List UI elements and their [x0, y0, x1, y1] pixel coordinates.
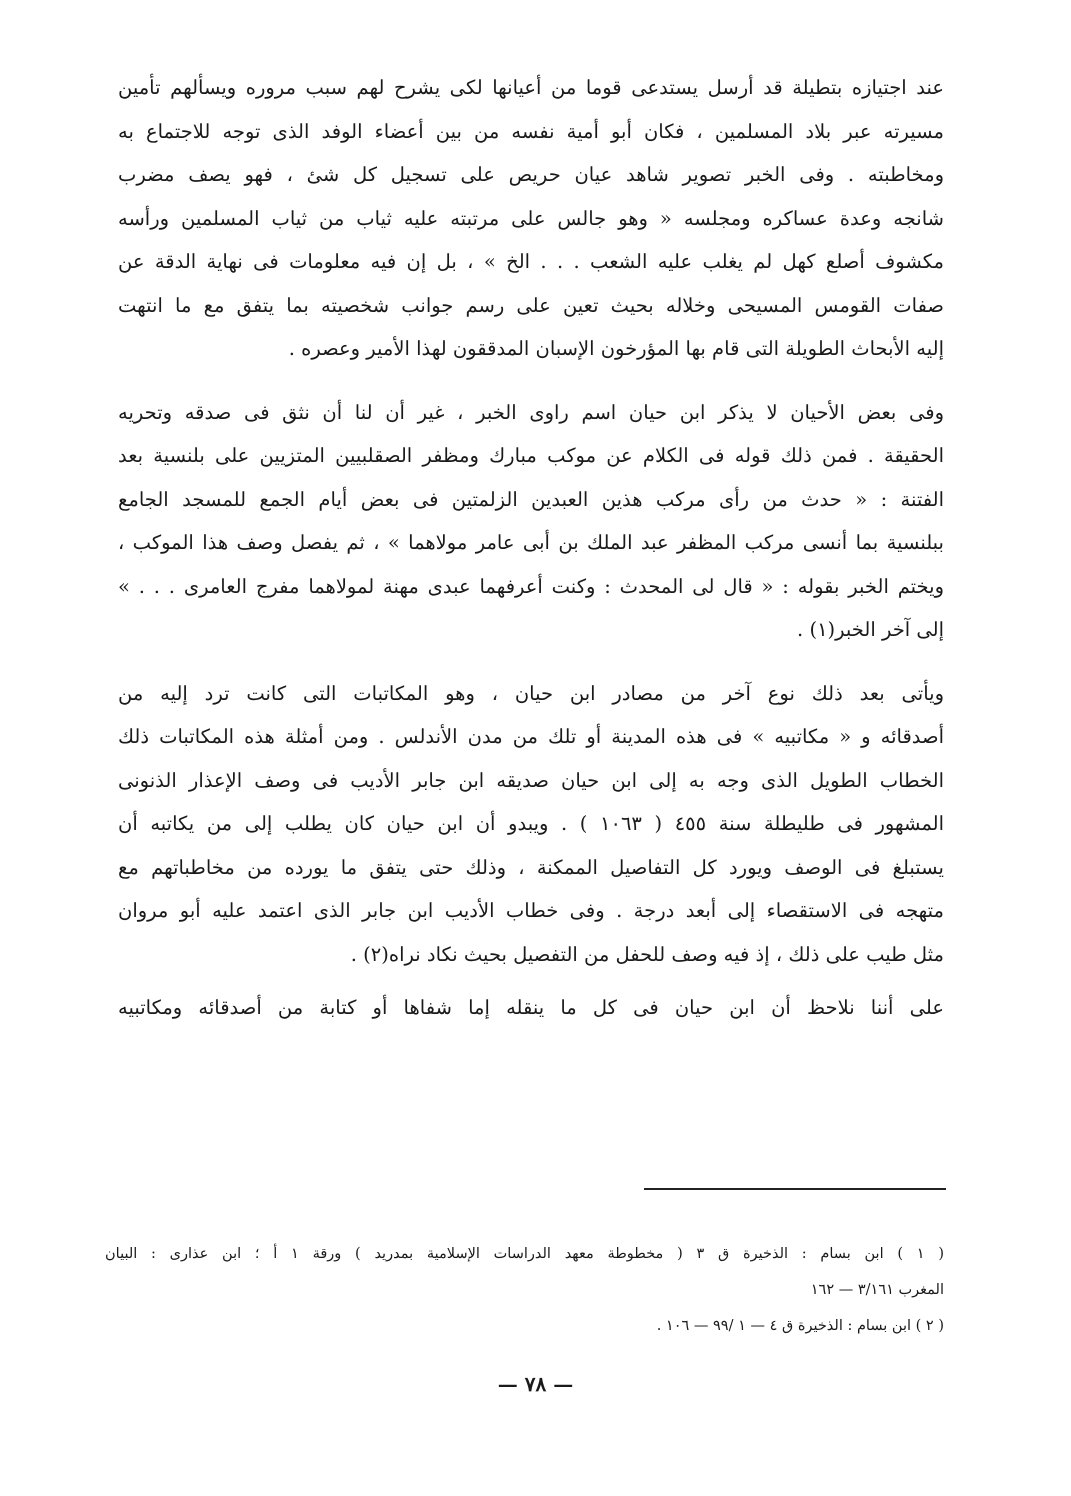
paragraph-gap — [118, 652, 944, 672]
text-line: الخطاب الطويل الذى وجه به إلى ابن حيان صديقه ابن جابر الأديب فى وصف الإعذار الذنونى — [118, 768, 944, 792]
footnote-1: ( ١ ) ابن بسام : الذخيرة ق ٣ ( مخطوطة معهد الدراسات الإسلامية بمدريد ) ورقة ١ أ ؛ ابن عذارى : البيان — [105, 1246, 944, 1262]
paragraph-2 — [118, 391, 944, 652]
text-line: ببلنسية بما أنسى مركب المظفر عبد الملك بن أبى عامر مولاهما » ، ثم يفصل وصف هذا الموكب ، — [118, 531, 944, 554]
text-line: وفى بعض الأحيان لا يذكر ابن حيان اسم راوى الخبر ، غير أن لنا أن نثق فى صدقه وتحريه — [118, 400, 944, 424]
paragraph-3 — [118, 672, 944, 977]
paragraph-gap — [118, 976, 944, 986]
paragraph-gap — [118, 371, 944, 391]
text-line: يستبلغ فى الوصف ويورد كل التفاصيل الممكنة ، وذلك حتى يتفق ما يورده من مخاطباتهم مع — [118, 855, 944, 879]
page-number: — ٧٨ — — [497, 1372, 574, 1396]
text-line: إلى آخر الخبر(١) . — [797, 618, 944, 641]
text-line: ويختم الخبر بقوله : « قال لى المحدث : وكنت أعرفهما عبدى مهنة لمولاهما مفرج العامرى . . . » — [118, 574, 944, 598]
text-line: متهجه فى الاستقصاء إلى أبعد درجة . وفى خطاب الأديب ابن جابر الذى اعتمد عليه أبو مروان — [118, 899, 944, 922]
text-line: مكشوف أصلع كهل لم يغلب عليه الشعب . . . الخ » ، بل إن فيه معلومات فى نهاية الدقة عن — [118, 250, 944, 273]
text-line: الفتنة : « حدث من رأى مركب هذين العبدين الزلمتين فى بعض أيام الجمع للمسجد الجامع — [118, 487, 944, 511]
text-line: إليه الأبحاث الطويلة التى قام بها المؤرخون الإسبان المدققون لهذا الأمير وعصره . — [288, 337, 944, 360]
text-line: شانجه وعدة عساكره ومجلسه « وهو جالس على مرتبته عليه ثياب من ثياب المسلمين ورأسه — [118, 206, 944, 230]
text-line: الحقيقة . فمن ذلك قوله فى الكلام عن موكب مبارك ومظفر الصقلبيين المتزيين على بلنسية بعد — [118, 444, 944, 467]
footnote-divider — [644, 1188, 946, 1190]
text-line: أصدقائه و « مكاتبيه » فى هذه المدينة أو تلك من مدن الأندلس . ومن أمثلة هذه المكاتبات ذلك — [118, 725, 944, 748]
text-line: على أننا نلاحظ أن ابن حيان فى كل ما ينقله إما شفاها أو كتابة من أصدقائه ومكاتبيه — [118, 996, 944, 1019]
paragraph-1 — [118, 66, 944, 371]
text-line: المشهور فى طليطلة سنة ٤٥٥ ( ١٠٦٣ ) . ويبدو أن ابن حيان كان يطلب إلى من يكاتبه أن — [118, 812, 944, 835]
main-text-body — [118, 66, 944, 1030]
text-line: مسيرته عبر بلاد المسلمين ، فكان أبو أمية نفسه من بين أعضاء الوفد الذى توجه للاجتماع به — [118, 119, 944, 143]
footnote-1-continuation: المغرب ٣/١٦١ — ١٦٢ — [810, 1282, 944, 1298]
paragraph-4 — [118, 986, 944, 1030]
text-line: ويأتى بعد ذلك نوع آخر من مصادر ابن حيان ، وهو المكاتبات التى كانت ترد إليه من — [118, 681, 944, 705]
footnotes — [105, 1236, 944, 1344]
text-line: عند اجتيازه بتطيلة قد أرسل يستدعى قوما من أعيانها لكى يشرح لهم سبب مروره ويسألهم تأمين — [118, 76, 944, 99]
footnote-2: ( ٢ ) ابن بسام : الذخيرة ق ٤ — ١ /٩٩ — ١٠٦ . — [656, 1318, 944, 1334]
text-line: ومخاطبته . وفى الخبر تصوير شاهد عيان حريص على تسجيل كل شئ ، فهو يصف مضرب — [118, 163, 944, 186]
text-line: صفات القومس المسيحى وخلاله بحيث تعين على رسم جوانب شخصيته بما يتفق مع ما انتهت — [118, 293, 944, 317]
text-line: مثل طيب على ذلك ، إذ فيه وصف للحفل من التفصيل بحيث نكاد نراه(٢) . — [350, 942, 944, 966]
